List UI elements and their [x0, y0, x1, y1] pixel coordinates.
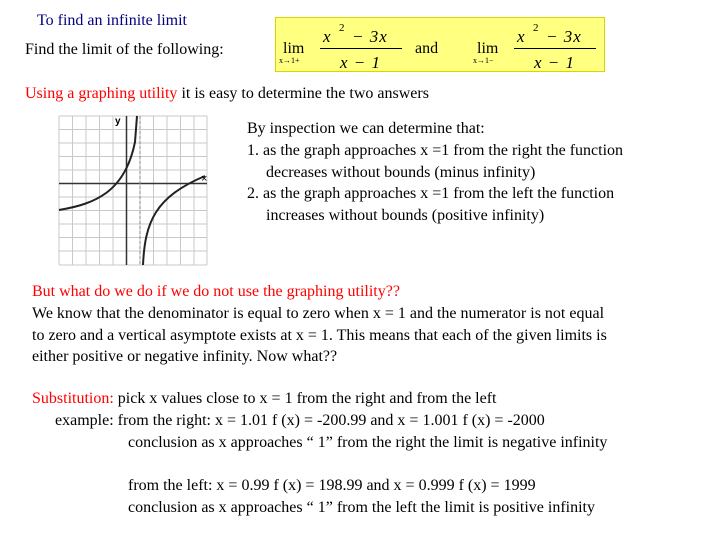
- graph-background: [55, 112, 211, 269]
- y-axis-label: y: [115, 116, 121, 127]
- inspection-item1-line1: 1. as the graph approaches x =1 from the right the function: [247, 142, 624, 159]
- prompt-text: Find the limit of the following:: [25, 41, 224, 58]
- inspection-item2-line1: 2. as the graph approaches x =1 from the left the function: [247, 185, 615, 202]
- no-utility-line1: We know that the denominator is equal to zero when x = 1 and the numerator is not equal: [32, 305, 605, 322]
- substitution-line: [32, 391, 497, 407]
- left-conclusion: conclusion as x approaches “ 1” from the left the limit is positive infinity: [128, 499, 595, 516]
- page-title: To find an infinite limit: [37, 12, 187, 29]
- right-conclusion: conclusion as x approaches “ 1” from the right the limit is negative infinity: [128, 434, 608, 451]
- denominator-left: x − 1: [534, 53, 576, 72]
- lim-subscript-right: x→1+: [279, 56, 300, 65]
- graphing-intro: [25, 86, 429, 102]
- function-graph: [55, 112, 211, 269]
- numerator-x-right: x: [323, 27, 332, 46]
- no-utility-line3: either positive or negative infinity. Now what??: [32, 348, 338, 365]
- substitution-intro: pick x values close to x = 1 from the right and from the left: [113, 390, 497, 407]
- numerator-x-left: x: [517, 27, 526, 46]
- fraction-bar-right: [320, 48, 402, 49]
- inspection-item1-line2: decreases without bounds (minus infinity): [266, 164, 536, 181]
- lim-subscript-left: x→1−: [473, 56, 494, 65]
- fraction-bar-left: [514, 48, 596, 49]
- lim-label-right: lim: [283, 40, 305, 57]
- numerator-exp-left: 2: [533, 22, 539, 34]
- graphing-highlight: Using a graphing utility: [25, 85, 178, 102]
- no-utility-question: But what do we do if we do not use the graphing utility??: [32, 283, 400, 300]
- numerator-rest-right: − 3x: [352, 27, 388, 46]
- denominator-right: x − 1: [340, 53, 382, 72]
- numerator-exp-right: 2: [339, 22, 345, 34]
- numerator-rest-left: − 3x: [546, 27, 582, 46]
- inspection-heading: By inspection we can determine that:: [247, 120, 485, 137]
- left-example: from the left: x = 0.99 f (x) = 198.99 and x = 0.999 f (x) = 1999: [128, 477, 536, 494]
- lim-label-left: lim: [477, 40, 499, 57]
- substitution-label: Substitution:: [32, 390, 114, 407]
- graphing-rest: it is easy to determine the two answers: [177, 85, 429, 102]
- x-axis-arrow: ×: [201, 173, 208, 185]
- no-utility-line2: to zero and a vertical asymptote exists at x = 1. This means that each of the given limits is: [32, 327, 607, 344]
- connector-and: and: [415, 40, 439, 57]
- limit-formula-box: [275, 17, 605, 72]
- inspection-item2-line2: increases without bounds (positive infinity): [266, 207, 545, 224]
- right-example: example: from the right: x = 1.01 f (x) = -200.99 and x = 1.001 f (x) = -2000: [55, 412, 545, 429]
